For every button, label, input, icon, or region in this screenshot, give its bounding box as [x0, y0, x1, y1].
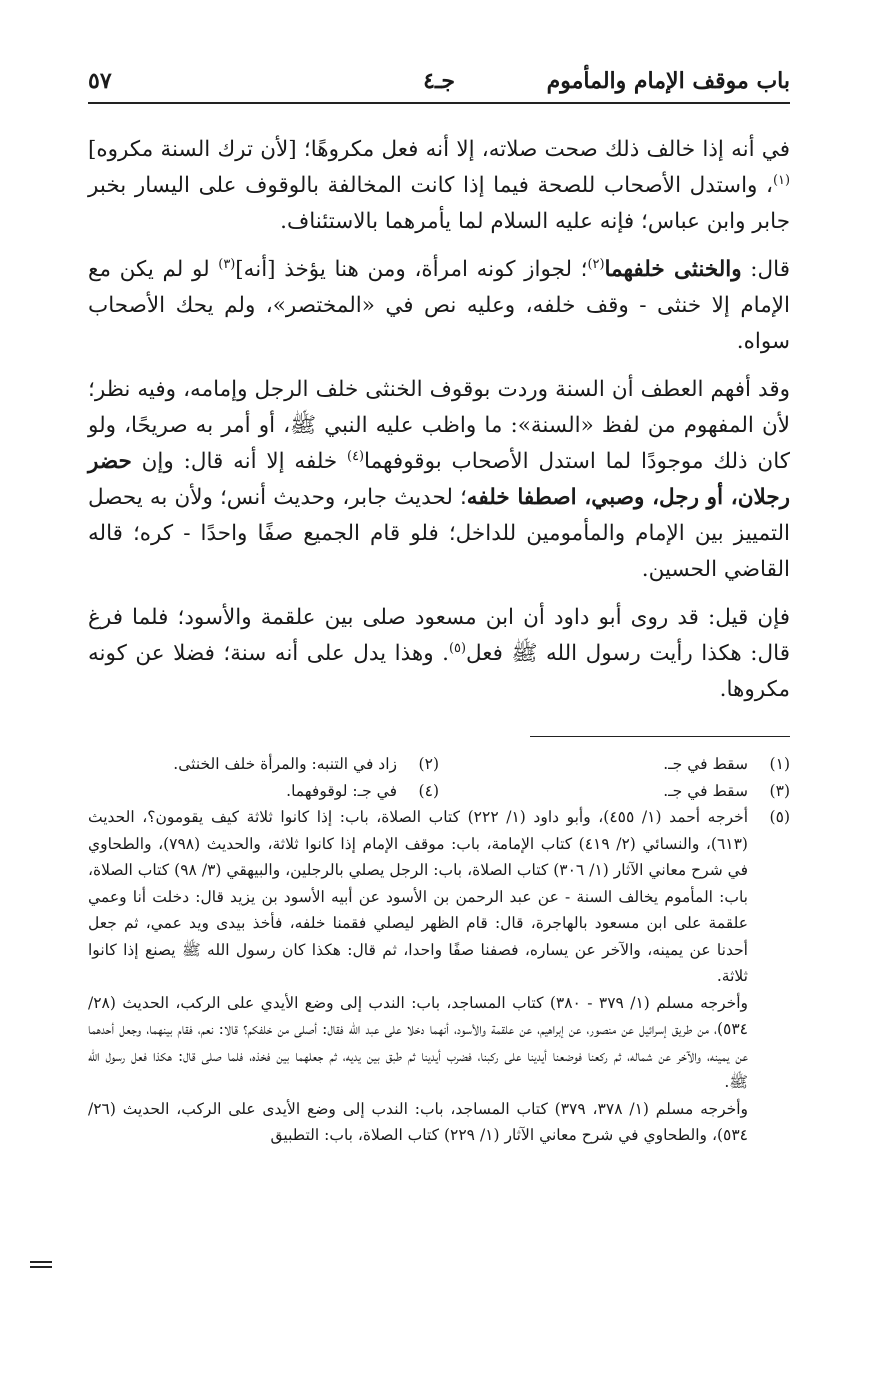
p3-bold-text: حضر رجلان، أو رجل، وصبي، اصطفا خلفه — [88, 449, 790, 510]
p3-text-c: ؛ لحديث جابر، وحديث أنس؛ ولأن به يحصل التمييز بين الإمام والمأمومين للداخل؛ فلو قام الجميع صفًا واحدًا - كره؛ قاله القاضي الحسين. — [88, 485, 790, 582]
p2-bold-text: والخنثى خلفهما — [604, 257, 742, 282]
p3-text-a: وقد أفهم العطف أن السنة وردت بوقوف الخنثى خلف الرجل وإمامه، وفيه نظر؛ لأن المفهوم من لفظ «السنة»: ما واظب عليه النبي ﷺ، أو أمر به صريحًا، ولو كان ذلك موجودًا لما استدل الأصحاب بوقوفهما — [88, 377, 790, 474]
p4-text-b: . وهذا يدل على أنه سنة؛ فضلا عن كونه مكروها. — [88, 641, 790, 702]
paragraph-4 — [88, 600, 790, 708]
p2-text-c: لو لم يكن مع الإمام إلا خنثى - وقف خلفه، وعليه نص في «المختصر»، ولم يحك الأصحاب سواه. — [88, 257, 790, 354]
footnote-ref-4: (٤) — [347, 448, 365, 464]
footnote-5-part-2: وأخرجه مسلم (١/ ٣٧٩ - ٣٨٠) كتاب المساجد، باب: الندب إلى وضع الأيدي على الركب، الحديث (٢٨/ ٥٣٤)، من طريق إسرائيل عن منصور، عن إبراهيم، عن علقمة والأسود، أنهما دخلا على عبد الله فقال: أصلى من خلفكم؟ قالا: نعم، فقام بينهما، وجعل أحدهما عن يمينه، والآخر عن شماله، ثم ركعنا فوضعنا أيدينا على ركبنا، فضرب أيدينا ثم طبق بين يديه، ثم جعلهما بين فخذه، فلما صلى قال: هكذا فعل رسول الله ﷺ. — [88, 993, 749, 1091]
footnote-text: زاد في التنبه: والمرأة خلف الخنثى. — [173, 755, 397, 773]
footnote-ref-3: (٣) — [218, 256, 236, 272]
footnote-text: سقط في جـ. — [663, 781, 748, 800]
paragraph-1 — [88, 132, 790, 240]
p1-text-a: في أنه إذا خالف ذلك صحت صلاته، إلا أنه فعل مكروهًا؛ [لأن ترك السنة مكروه] — [88, 137, 790, 162]
continuation-mark — [30, 1261, 52, 1268]
footnote-4 — [88, 778, 439, 805]
chapter-title: باب موقف الإمام والمأموم — [546, 68, 790, 94]
footnote-5 — [88, 804, 790, 1149]
footnote-number: (٥) — [769, 808, 790, 826]
p3-text-b: خلفه إلا أنه قال: وإن — [131, 449, 348, 474]
paragraph-3 — [88, 372, 790, 588]
p2-text-b: ؛ لجواز كونه امرأة، ومن هنا يؤخذ [أنه] — [235, 257, 588, 282]
page-number: ٥٧ — [88, 68, 112, 94]
footnote-number: (٢) — [418, 755, 439, 773]
footnote-text: سقط في جـ. — [663, 755, 748, 773]
footnote-1 — [439, 751, 790, 778]
paragraph-2 — [88, 252, 790, 360]
footnote-row — [88, 778, 790, 805]
p2-text-a: قال: — [741, 257, 790, 282]
p1-text-b: ، واستدل الأصحاب للصحة فيما إذا كانت المخالفة بالوقوف على اليسار بخبر جابر وابن عباس؛ فإنه عليه السلام لما يأمرهما بالاستئناف. — [88, 173, 790, 234]
book-page — [88, 60, 790, 1320]
footnote-5-body — [88, 804, 748, 1149]
footnote-2 — [88, 751, 439, 778]
footnotes — [88, 751, 790, 1149]
footnote-5-part-3: وأخرجه مسلم (١/ ٣٧٨، ٣٧٩) كتاب المساجد، باب: الندب إلى وضع الأيدى على الركب، الحديث (٢٦/ ٥٣٤)، والطحاوي في شرح معاني الآثار (١/ ٢٢٩) كتاب الصلاة، باب: التطبيق — [88, 1099, 748, 1144]
footnote-text: في جـ: لوقوفهما. — [286, 781, 397, 800]
footnote-number: (٤) — [418, 781, 439, 800]
footnote-number: (٣) — [769, 781, 790, 800]
footnote-5-part-1: أخرجه أحمد (١/ ٤٥٥)، وأبو داود (١/ ٢٢٢) كتاب الصلاة، باب: إذا كانوا ثلاثة كيف يقومون؟، الحديث (٦١٣)، والنسائي (٢/ ٤١٩) كتاب الإمامة، باب: موقف الإمام إذا كانوا ثلاثة، والحديث (٧٩٨)، والطحاوي في شرح معاني الآثار (١/ ٣٠٦) كتاب الصلاة، باب: الرجل يصلي بالرجلين، والبيهقي (٣/ ٩٨) كتاب الصلاة، باب: المأموم يخالف السنة - عن عبد الرحمن بن الأسود عن أبيه الأسود بن يزيد قال: دخلت أنا وعمي علقمة على ابن مسعود بالهاجرة، قال: قام الظهر ليصلي فقمنا خلفه، فأخذ بيدى ويد عمي، ثم جعل أحدنا عن يمينه، والآخر عن يساره، فصفنا صفًا واحدا، ثم قال: هكذا كان رسول الله ﷺ يصنع إذا كانوا ثلاثة. — [88, 808, 749, 985]
footnote-3 — [439, 778, 790, 805]
running-header — [88, 60, 790, 104]
footnote-number: (١) — [769, 755, 790, 773]
footnote-ref-1: (١) — [773, 172, 790, 188]
header-rule — [88, 102, 790, 104]
footnote-row — [88, 751, 790, 778]
p4-text-a: فإن قيل: قد روى أبو داود أن ابن مسعود صلى بين علقمة والأسود؛ فلما فرغ قال: هكذا رأيت رسول الله ﷺ فعل — [88, 605, 790, 666]
footnote-ref-5: (٥) — [448, 640, 466, 656]
volume-label: جـ٤ — [423, 68, 455, 94]
footnote-separator — [530, 736, 790, 737]
main-text — [88, 132, 790, 708]
footnote-ref-2: (٢) — [587, 256, 605, 272]
